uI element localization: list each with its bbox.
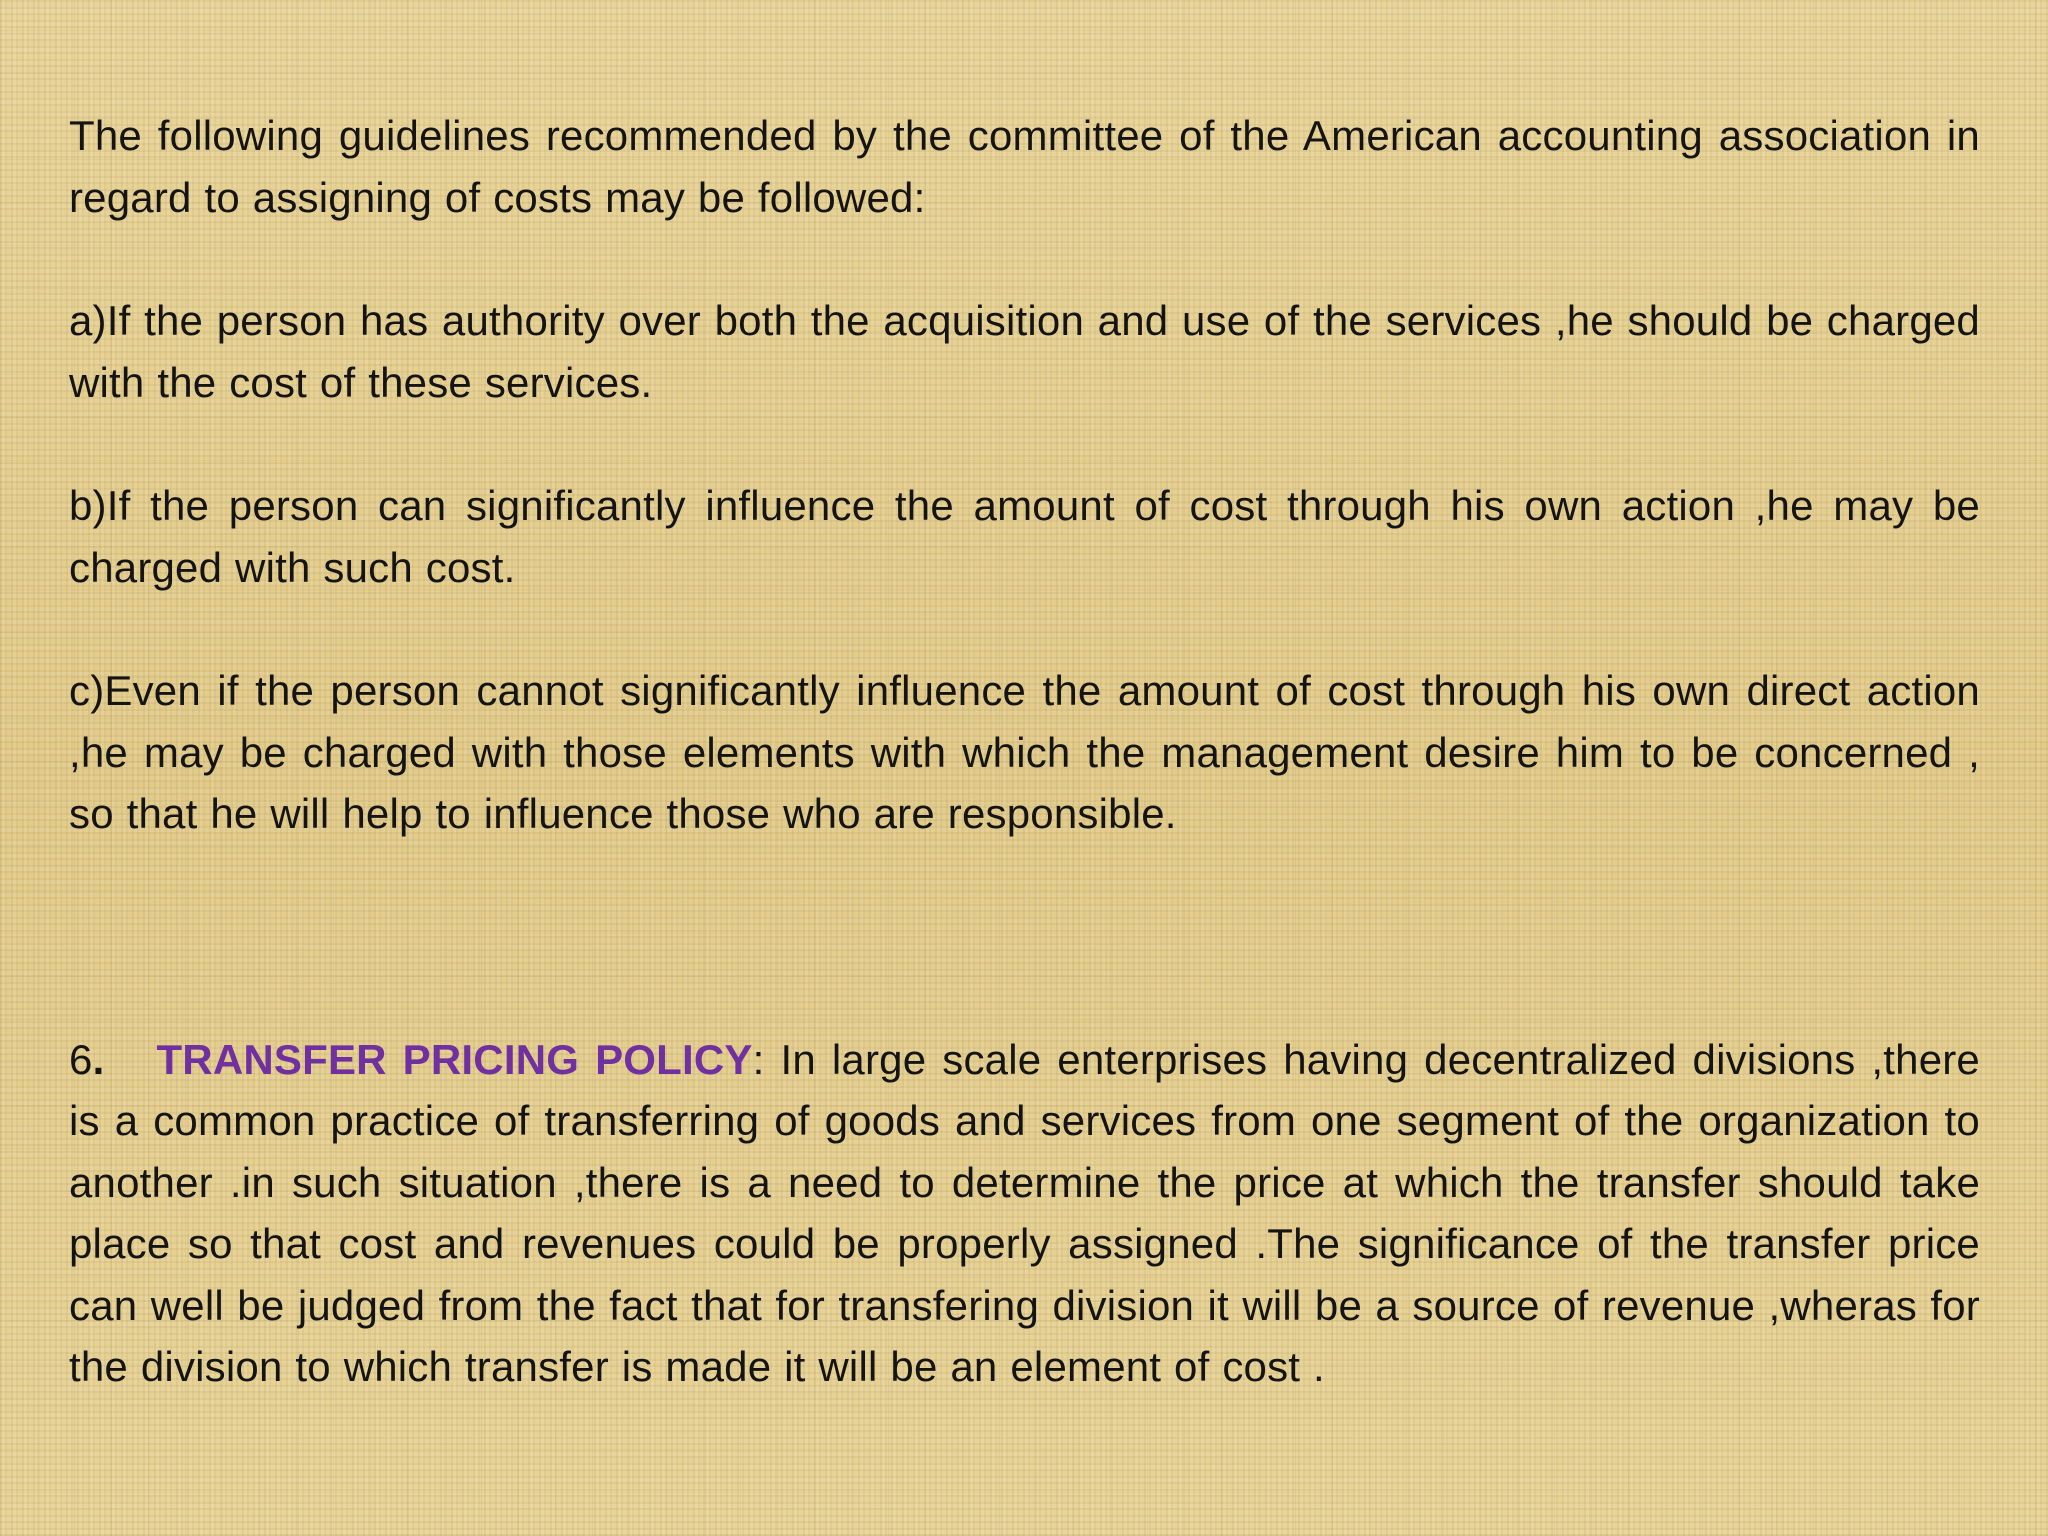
section-title: TRANSFER PRICING POLICY: [156, 1035, 753, 1083]
spacer: [69, 228, 1980, 290]
transfer-pricing-paragraph: [69, 1029, 1980, 1398]
section-title-colon: :: [752, 1035, 765, 1083]
guideline-b: b)If the person can significantly influence the amount of cost through his own action ,he may be charged with such cost.: [69, 482, 1980, 591]
spacer: [69, 845, 1980, 1029]
spacer: [69, 413, 1980, 475]
section-body: In large scale enterprises having decentralized divisions ,there is a common practice of transferring of goods and services from one segment of the organization to another .in such situation ,there is a need to determine the price at which the transfer should take place so that cost and revenues could be properly assigned .The significance of the transfer price can well be judged from the fact that for transfering division it will be a source of revenue ,wheras for the division to which transfer is made it will be an element of cost .: [69, 1035, 1980, 1390]
guideline-c: c)Even if the person cannot significantly influence the amount of cost through his own direct action ,he may be charged with those elements with which the management desire him to be concerned , so that he will help to influence those who are responsible.: [69, 667, 1980, 837]
intro-paragraph: The following guidelines recommended by the committee of the American accounting association in regard to assigning of costs may be followed:: [69, 112, 1980, 221]
slide-content: [69, 105, 1980, 1398]
spacer: [69, 598, 1980, 660]
guideline-a: a)If the person has authority over both the acquisition and use of the services ,he should be charged with the cost of these services.: [69, 297, 1980, 406]
section-number: 6: [69, 1035, 93, 1083]
section-number-dot: .: [92, 1035, 105, 1083]
